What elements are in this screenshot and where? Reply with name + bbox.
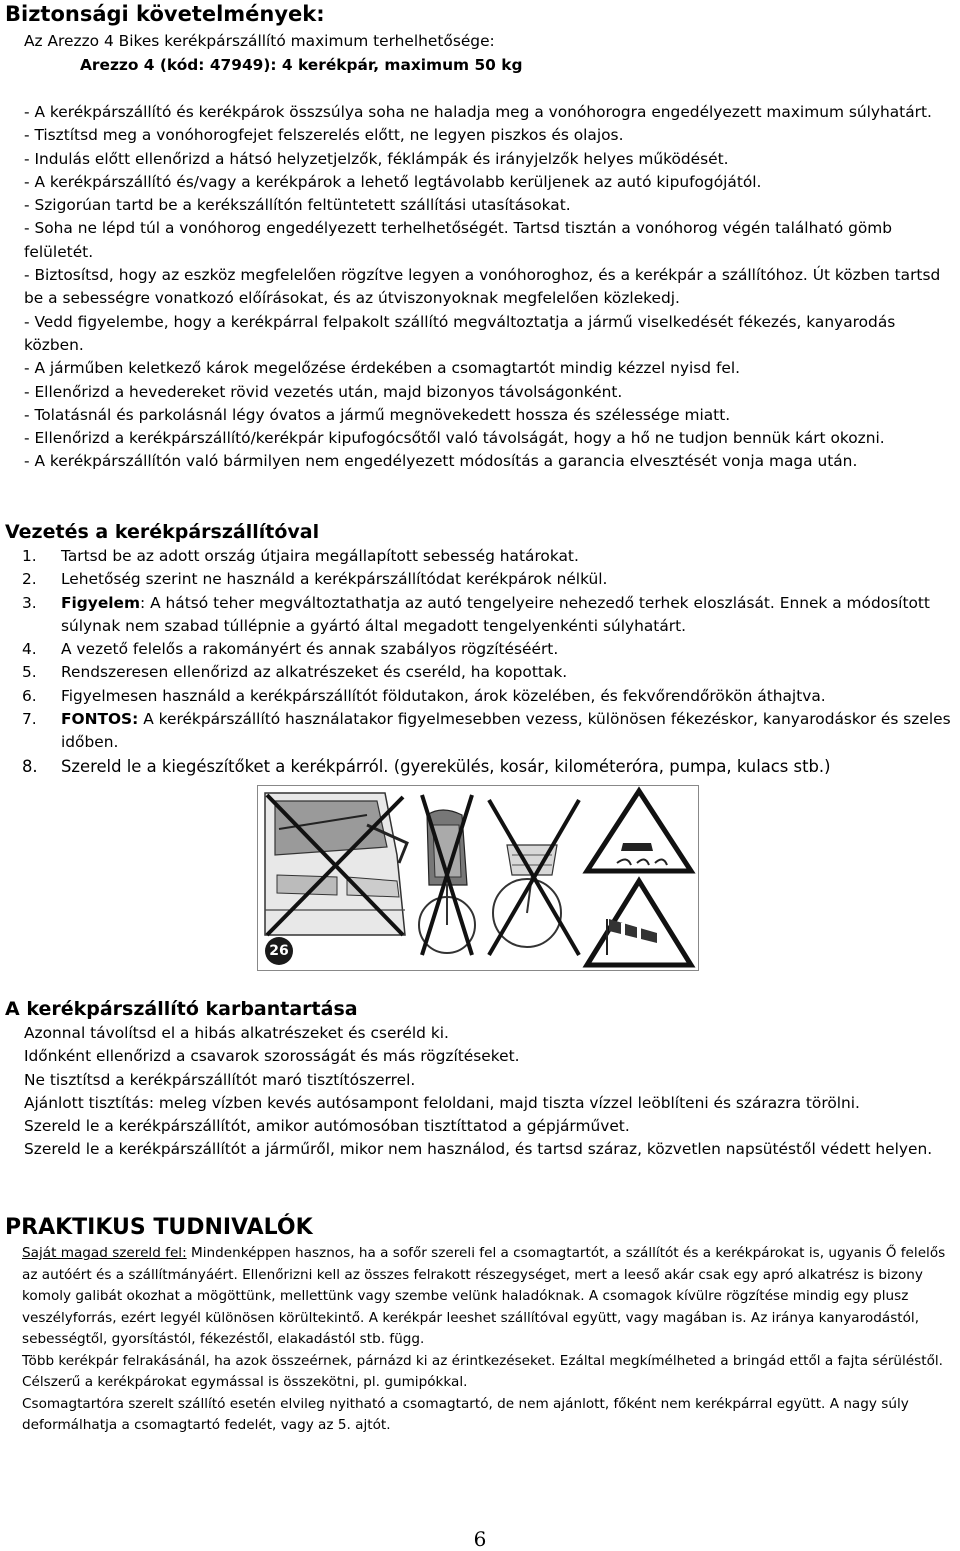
safety-item: - A járműben keletkező károk megelőzése érdekében a csomagtartót mindig kézzel nyisd fel.	[24, 359, 740, 378]
driving-item: 6. Figyelmesen használd a kerékpárszállítót földutakon, árok közelében, és fekvőrendőrökön áthajtva.	[22, 686, 826, 705]
warning-illustration	[257, 785, 699, 971]
safety-item: - Vedd figyelembe, hogy a kerékpárral felpakolt szállító megváltoztatja a jármű viselkedését fékezés, kanyarodás közben.	[24, 312, 896, 354]
driving-item: 3. Figyelem: A hátsó teher megváltoztathatja az autó tengelyeire nehezedő terhek eloszlását. Ennek a módosított súlynak nem szabad túllépnie a gyártó által megadott tengelyenkénti súlyhatárt.	[22, 593, 930, 635]
practical-paragraph: Több kerékpár felrakásánál, ha azok összeérnek, párnázd ki az érintkezéseket. Ezáltal megkímélheted a bringád ettől a fajta sérüléstől. Célszerű a kerékpárokat egymással is összekötni, pl. gumipókkal.	[22, 1352, 943, 1390]
safety-list	[24, 101, 944, 474]
illustration-svg	[257, 785, 699, 971]
maintenance-item: Azonnal távolítsd el a hibás alkatrészeket és cseréld ki.	[24, 1024, 449, 1042]
safety-item: - Soha ne lépd túl a vonóhorog engedélyezett terhelhetőségét. Tartsd tisztán a vonóhorog végén található gömb felületét.	[24, 219, 893, 261]
maintenance-title: A kerékpárszállító karbantartása	[5, 998, 358, 1020]
capacity-spec: Arezzo 4 (kód: 47949): 4 kerékpár, maximum 50 kg	[80, 56, 523, 74]
safety-title: Biztonsági követelmények:	[5, 2, 325, 26]
maintenance-item: Időnként ellenőrizd a csavarok szorosságát és más rögzítéseket.	[24, 1047, 520, 1066]
practical-paragraph: Saját magad szereld fel: Mindenképpen hasznos, ha a sofőr szereli fel a csomagtartót, a szállítót és a kerékpárokat is, ugyanis Ő felelős az autóért és a szállítmányáért. Ellenőrizni kell az összes felrakott részegységet, mert a leeső akár csak egy apró alkatrész is bizony komoly galibát okozhat a mögöttünk, mellettünk vagy szembe velünk haladóknak. A csomagok kívülre rögzítése mindig egy plusz veszélyforrás, ezért legyél különösen körültekintő. A kerékpár leeshet szállítóval együtt, vagy magában is. Az iránya kanyarodástól, sebességtől, gyorsítástól, fékezéstől, elakadástól stb. függ.	[22, 1245, 946, 1347]
maintenance-item: Szereld le a kerékpárszállítót, amikor autómosóban tisztíttatod a gépjárművet.	[24, 1117, 630, 1136]
practical-text	[22, 1243, 960, 1437]
safety-item: - Ellenőrizd a hevedereket rövid vezetés után, majd bizonyos távolságonként.	[24, 382, 623, 401]
driving-list	[22, 545, 957, 778]
practical-title: PRAKTIKUS TUDNIVALÓK	[5, 1215, 313, 1240]
maintenance-item: Szereld le a kerékpárszállítót a járműről, mikor nem használod, és tartsd száraz, közvetlen napsütéstől védett helyen.	[24, 1140, 933, 1159]
safety-item: - Biztosítsd, hogy az eszköz megfelelően rögzítve legyen a vonóhoroghoz, és a kerékpár a szállítóhoz. Út közben tartsd be a sebességre vonatkozó előírásokat, és az útviszonyoknak megfelelően közlekedj.	[24, 266, 941, 308]
driving-item: 8. Szereld le a kiegészítőket a kerékpárról. (gyerekülés, kosár, kilométeróra, pumpa, kulacs stb.)	[22, 756, 831, 776]
safety-item: - Tolatásnál és parkolásnál légy óvatos a jármű megnövekedett hossza és szélessége miatt.	[24, 405, 731, 424]
driving-item: 5. Rendszeresen ellenőrizd az alkatrészeket és cseréld, ha kopottak.	[22, 663, 568, 682]
safety-item: - A kerékpárszállító és kerékpárok összsúlya soha ne haladja meg a vonóhorogra engedélyezett maximum súlyhatárt.	[24, 103, 932, 121]
car-rear-drawing	[265, 793, 407, 935]
maintenance-list	[24, 1022, 949, 1162]
safety-item: - Szigorúan tartd be a kerékszállítón feltüntetett szállítási utasításokat.	[24, 196, 571, 215]
maintenance-item: Ne tisztítsd a kerékpárszállítót maró tisztítószerrel.	[24, 1070, 416, 1089]
capacity-line: Az Arezzo 4 Bikes kerékpárszállító maximum terhelhetősége:	[24, 32, 495, 50]
safety-item: - A kerékpárszállítón való bármilyen nem engedélyezett módosítás a garancia elvesztését vonja maga után.	[24, 452, 858, 471]
safety-item: - Ellenőrizd a kerékpárszállító/kerékpár kipufogócsőtől való távolságát, hogy a hő ne tudjon bennük kárt okozni.	[24, 429, 885, 448]
page-number: 6	[473, 1527, 487, 1551]
driving-item: 4. A vezető felelős a rakományért és annak szabályos rögzítéséért.	[22, 640, 559, 659]
safety-item: - A kerékpárszállító és/vagy a kerékpárok a lehető legtávolabb kerüljenek az autó kipufogójától.	[24, 172, 762, 191]
figure-number-text: 26	[269, 943, 289, 959]
practical-paragraph: Csomagtartóra szerelt szállító esetén elvileg nyitható a csomagtartó, de nem ajánlott, főként nem kerékpárral együtt. A nagy súly deformálhatja a csomagtartó fedelét, vagy az 5. ajtót.	[22, 1395, 909, 1433]
maintenance-item: Ajánlott tisztítás: meleg vízben kevés autósampont feloldani, majd tiszta vízzel leöblíteni és szárazra törölni.	[24, 1093, 860, 1112]
driving-title: Vezetés a kerékpárszállítóval	[5, 521, 320, 543]
driving-item: 7. FONTOS: A kerékpárszállító használatakor figyelmesebben vezess, különösen fékezéskor, kanyarodáskor és szeles időben.	[22, 710, 951, 752]
driving-item: 1. Tartsd be az adott ország útjaira megállapított sebesség határokat.	[22, 547, 579, 565]
safety-item: - Tisztítsd meg a vonóhorogfejet felszerelés előtt, ne legyen piszkos és olajos.	[24, 126, 624, 145]
driving-item: 2. Lehetőség szerint ne használd a kerékpárszállítódat kerékpárok nélkül.	[22, 570, 608, 589]
safety-item: - Indulás előtt ellenőrizd a hátsó helyzetjelzők, féklámpák és irányjelzők helyes működését.	[24, 149, 729, 168]
